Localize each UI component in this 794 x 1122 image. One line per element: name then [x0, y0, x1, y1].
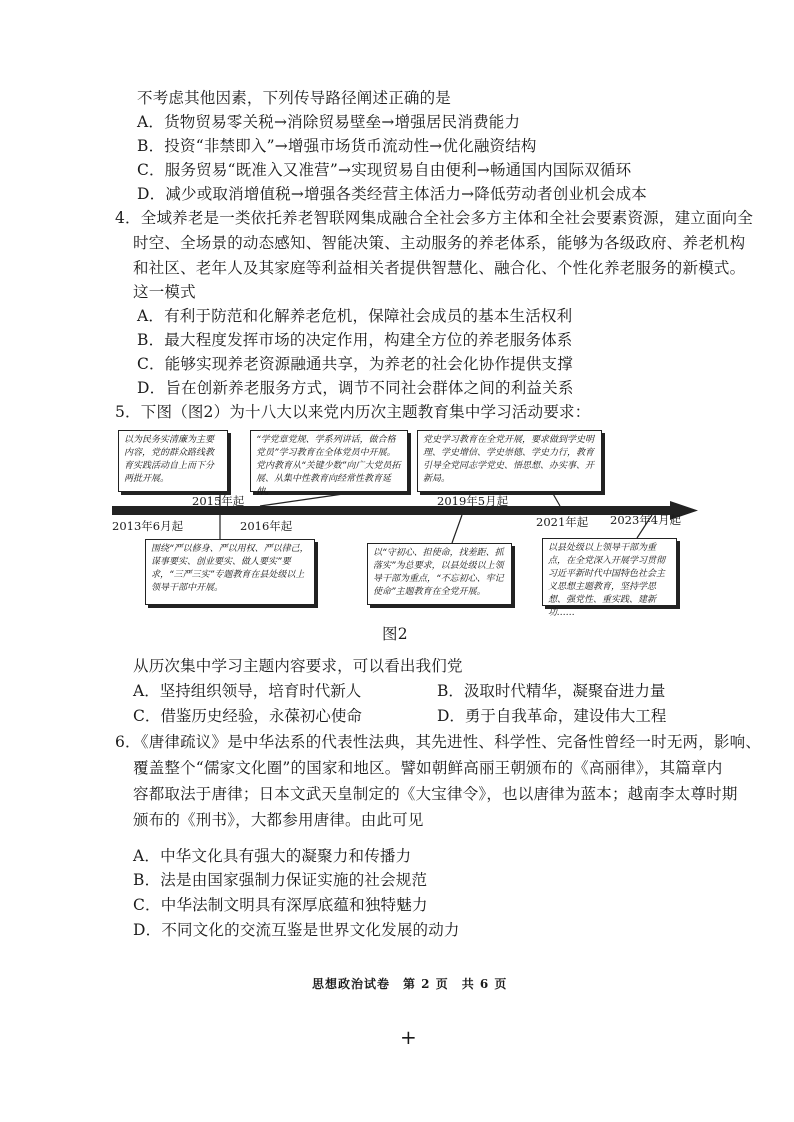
year-2021: 2021年起	[536, 515, 589, 529]
figure-caption: 图2	[382, 625, 408, 643]
q6-option-c: C．中华法制文明具有深厚底蕴和独特魅力	[133, 896, 428, 914]
year-2016: 2016年起	[240, 519, 293, 533]
q4-stem-line-2: 时空、全场景的动态感知、智能决策、主动服务的养老体系，能够为各级政府、养老机构	[133, 234, 746, 252]
q3-option-d: D．减少或取消增值税→增强各类经营主体活力→降低劳动者创业机会成本	[137, 185, 648, 203]
q4-stem-line-4: 这一模式	[133, 283, 196, 301]
q3-option-c: C．服务贸易“既准入又准营”→实现贸易自由便利→畅通国内国际双循环	[137, 161, 632, 179]
q5-option-a: A．坚持组织领导，培育时代新人	[133, 682, 362, 700]
q6-stem-line-1: 6．《唐律疏议》是中华法系的代表性法典，其先进性、科学性、完备性曾经一时无两，影响、	[115, 733, 762, 751]
q6-option-d: D．不同文化的交流互鉴是世界文化发展的动力	[133, 921, 460, 939]
q4-option-a: A．有利于防范和化解养老危机，保障社会成员的基本生活权利	[137, 307, 573, 325]
q4-option-d: D．旨在创新养老服务方式，调节不同社会群体之间的利益关系	[137, 379, 574, 397]
q6-stem-line-2: 覆盖整个“儒家文化圈”的国家和地区。譬如朝鲜高丽王朝颁布的《高丽律》，其篇章内	[133, 759, 723, 777]
year-2015: 2015年起	[192, 494, 245, 508]
q5-option-b: B．汲取时代精华，凝聚奋进力量	[437, 682, 666, 700]
q5-option-c: C．借鉴历史经验，永葆初心使命	[133, 707, 362, 725]
timeline-figure	[112, 425, 702, 618]
q3-stem-tail: 不考虑其他因素，下列传导路径阐述正确的是	[137, 89, 452, 107]
q3-option-a: A．货物贸易零关税→消除贸易壁垒→增强居民消费能力	[137, 113, 521, 131]
q5-question: 从历次集中学习主题内容要求，可以看出我们党	[133, 657, 463, 675]
q5-stem: 5．下图（图2）为十八大以来党内历次主题教育集中学习活动要求：	[115, 403, 591, 421]
q4-stem-line-3: 和社区、老年人及其家庭等利益相关者提供智慧化、融合化、个性化养老服务的新模式。	[133, 259, 746, 277]
q3-option-b: B．投资“非禁即入”→增强市场货币流动性→优化融资结构	[137, 137, 537, 155]
q6-option-b: B．法是由国家强制力保证实施的社会规范	[133, 871, 428, 889]
year-2013: 2013年6月起	[112, 519, 184, 533]
q4-option-b: B．最大程度发挥市场的决定作用，构建全方位的养老服务体系	[137, 331, 573, 349]
q4-option-c: C．能够实现养老资源融通共享，为养老的社会化协作提供支撑	[137, 355, 573, 373]
timeline-box-2016: “学党章党规、学系列讲话，做合格党员”学习教育在全体党员中开展。党内教育从“关键少数”向广大党员拓展、从集中性教育向经常性教育延伸。	[250, 430, 408, 492]
timeline-box-2019: 以“守初心、担使命，找差距、抓落实”为总要求，以县处级以上领导干部为重点，“不忘初心、牢记使命”主题教育在全党开展。	[367, 543, 512, 605]
page-bottom-mark: +	[400, 1025, 417, 1049]
q6-option-a: A．中华文化具有强大的凝聚力和传播力	[133, 847, 412, 865]
q5-option-d: D．勇于自我革命，建设伟大工程	[437, 707, 667, 725]
timeline-box-2023: 以县处级以上领导干部为重点，在全党深入开展学习贯彻习近平新时代中国特色社会主义思想主题教育，坚持学思想、强党性、重实践、建新功……	[542, 538, 677, 606]
year-2023: 2023年4月起	[610, 513, 682, 527]
timeline-box-2013: 以为民务实清廉为主要内容，党的群众路线教育实践活动自上而下分两批开展。	[118, 430, 228, 492]
q6-stem-line-4: 颁布的《刑书》，大都参用唐律。由此可见	[133, 811, 424, 829]
year-2019: 2019年5月起	[437, 494, 509, 508]
q6-stem-line-3: 容都取法于唐律；日本文武天皇制定的《大宝律令》，也以唐律为蓝本；越南李太尊时期	[133, 785, 738, 803]
page-footer: 思想政治试卷 第 2 页 共 6 页	[312, 977, 508, 991]
timeline-box-2015: 围绕“严以修身、严以用权、严以律己，谋事要实、创业要实、做人要实”要求，“三严三实”专题教育在县处级以上领导干部中开展。	[145, 539, 315, 605]
timeline-box-2021: 党史学习教育在全党开展，要求做到学史明理、学史增信、学史崇德、学史力行，教育引导全党同志学党史、悟思想、办实事、开新局。	[417, 430, 602, 492]
q4-stem-line-1: 4．全域养老是一类依托养老智联网集成融合全社会多方主体和全社会要素资源，建立面向全	[115, 209, 754, 227]
